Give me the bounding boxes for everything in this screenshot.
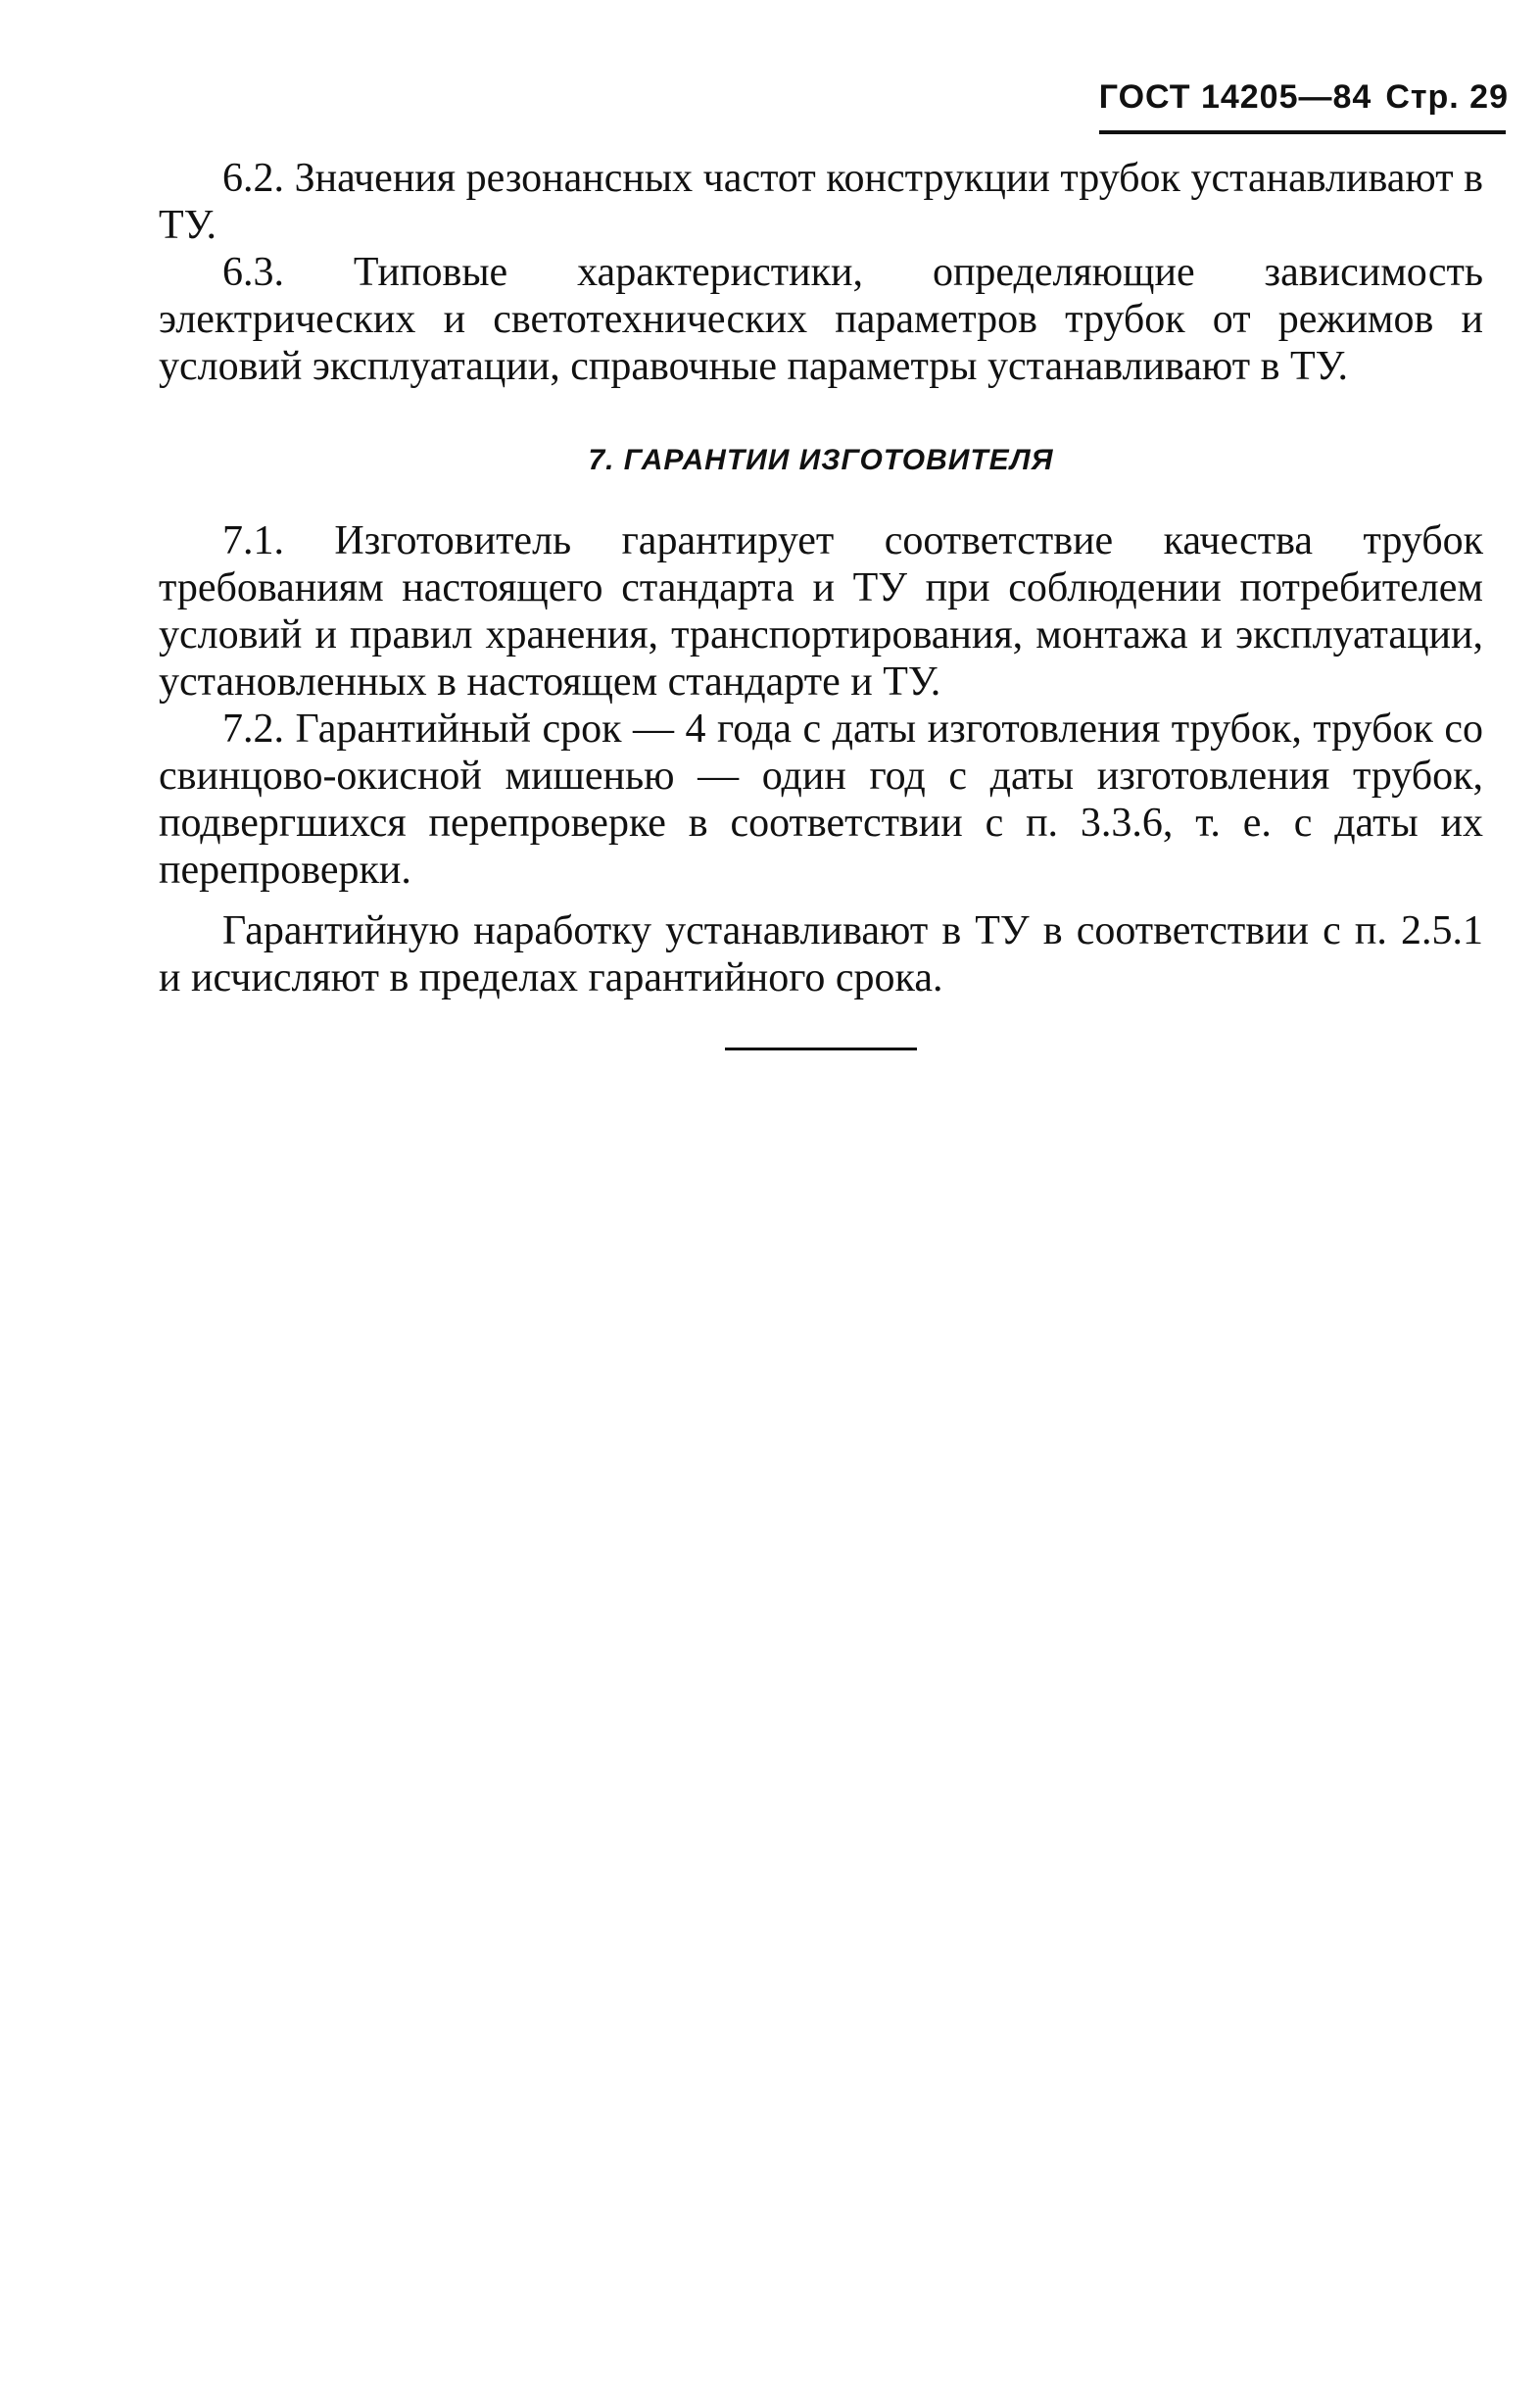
- standard-number: ГОСТ 14205—84: [1098, 78, 1372, 116]
- paragraph-6-2: 6.2. Значения резонансных частот конструкции трубок устанавливают в ТУ.: [159, 156, 1483, 248]
- section-7-title: 7. ГАРАНТИИ ИЗГОТОВИТЕЛЯ: [588, 444, 1054, 476]
- header-rule: [1099, 130, 1506, 134]
- paragraph-7-2: 7.2. Гарантийный срок — 4 года с даты изготовления трубок, трубок со свинцово-окисной мишенью — один год с даты изготовления трубок, подвергшихся перепроверке в соответствии с п. 3.3.6, т. е. с даты их перепроверки.: [159, 707, 1483, 893]
- end-rule: [725, 1048, 917, 1050]
- paragraph-7-1: 7.1. Изготовитель гарантирует соответствие качества трубок требованиям настоящего стандарта и ТУ при соблюдении потребителем условий и правил хранения, транспортирования, монтажа и эксплуатации, установленных в настоящем стандарте и ТУ.: [159, 518, 1483, 705]
- page-header: [1099, 78, 1509, 117]
- paragraph-6-3: 6.3. Типовые характеристики, определяющие зависимость электрических и светотехнических параметров трубок от режимов и условий эксплуатации, справочные параметры устанавливают в ТУ.: [159, 250, 1483, 389]
- page-number: Стр. 29: [1385, 78, 1509, 116]
- document-body: [159, 155, 1483, 1001]
- paragraph-7-2-warranty-hours: Гарантийную наработку устанавливают в ТУ в соответствии с п. 2.5.1 и исчисляют в пределах гарантийного срока.: [159, 908, 1483, 1000]
